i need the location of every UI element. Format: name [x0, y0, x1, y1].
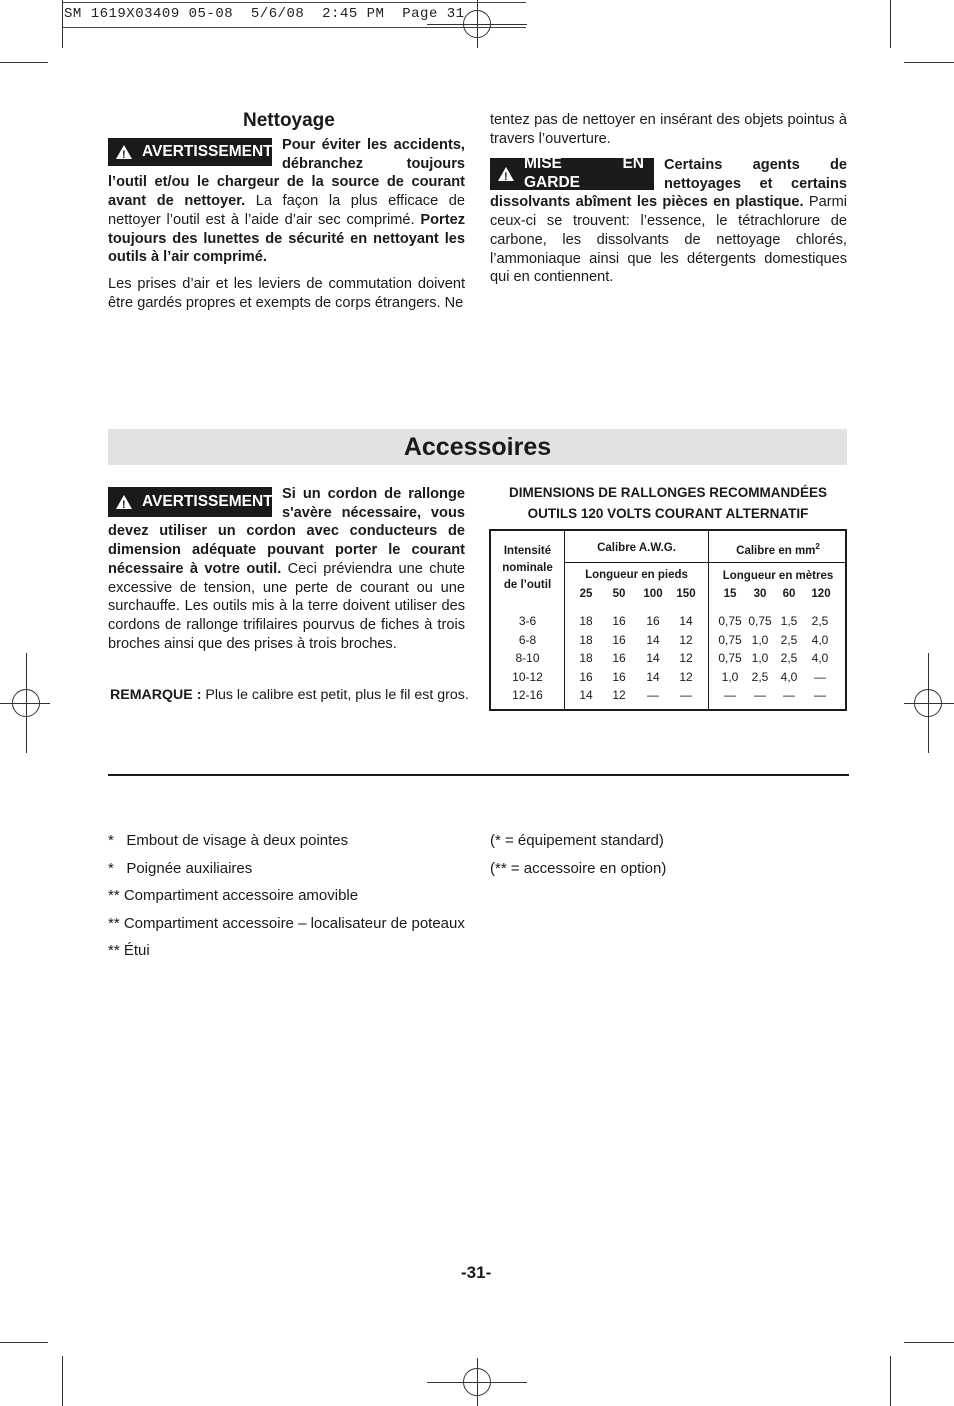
list-item: * Embout de visage à deux pointes — [108, 832, 349, 849]
table-cell: 2,5 — [811, 614, 829, 628]
table-cell: 10-12 — [512, 669, 543, 684]
table-cell: 12-16 — [512, 688, 543, 702]
legend-item: (** = accessoire en option) — [490, 859, 667, 877]
table-title-line: DIMENSIONS DE RALLONGES RECOMMANDÉES — [508, 485, 828, 500]
remark — [110, 687, 469, 703]
caution-bold-text: Certains agents de nettoyages et certains dissolvants abîment les pièces en plastique. — [490, 157, 847, 211]
table-cell: 3-6 — [518, 614, 537, 628]
crop-mark — [0, 62, 48, 63]
table-cell: 6-8 — [518, 632, 537, 647]
table-cell: 12 — [612, 688, 626, 702]
warning-triangle-icon — [498, 167, 514, 181]
crop-mark — [62, 0, 63, 48]
remark-label: REMARQUE : — [110, 687, 202, 703]
table-cell: 14 — [679, 614, 693, 628]
warning-triangle-icon — [116, 145, 132, 159]
table-cell: 4,0 — [811, 632, 829, 647]
table-cell: 16 — [612, 632, 626, 647]
registration-mark-icon — [477, 0, 478, 48]
feet-value: 150 — [676, 588, 696, 600]
table-cell: 18 — [579, 614, 593, 628]
table-cell: 2,5 — [751, 669, 769, 684]
warning-bold-text: Pour éviter les accidents, débranchez toujours l’outil et/ou le chargeur de la source de courant avant de nettoyer. — [108, 137, 465, 210]
table-cell: 14 — [646, 669, 660, 684]
table-cell: 14 — [646, 651, 660, 665]
table-divider — [564, 531, 565, 709]
table-cell: — — [814, 688, 826, 702]
warning-text: Ceci préviendra une chute excessive de tension, une perte de courant ou une surchauffe. Les outils mis à la terre doivent utiliser des cordons de rallonge trifilaires pourvus de fiches à trois broches ainsi que des prises à trois broches. — [108, 560, 465, 652]
table-title-line: OUTILS 120 VOLTS COURANT ALTERNATIF — [527, 506, 809, 521]
mm-header-text: Calibre en mm — [736, 544, 816, 557]
meter-value: 30 — [753, 588, 767, 600]
warning-bold-text-2: Portez toujours des lunettes de sécurité en nettoyant les outils à l’air comprimé. — [108, 211, 465, 266]
table-cell: — — [783, 688, 795, 702]
table-cell: 0,75 — [718, 651, 742, 665]
table-cell: 0,75 — [748, 614, 772, 628]
table-cell: 4,0 — [780, 669, 798, 684]
table-cell: 0,75 — [718, 632, 742, 647]
warning-badge — [108, 138, 272, 166]
table-cell: 16 — [646, 614, 660, 628]
list-item: ** Étui — [108, 942, 150, 959]
table-cell: 16 — [612, 614, 626, 628]
feet-value: 25 — [579, 588, 593, 600]
nettoyage-caution-block — [490, 156, 847, 287]
header-line: de l’outil — [503, 579, 552, 591]
caution-badge — [490, 155, 654, 191]
table-title — [489, 482, 847, 524]
table-cell: — — [814, 669, 826, 684]
crop-mark — [62, 1356, 63, 1406]
table-cell: 18 — [579, 632, 593, 647]
table-cell: 1,5 — [780, 614, 798, 628]
table-feet-header: Longueur en pieds — [585, 569, 688, 581]
registration-mark-icon — [928, 653, 929, 753]
warning-badge-label: AVERTISSEMENT — [142, 142, 273, 160]
table-cell: 16 — [579, 669, 593, 684]
table-divider — [564, 562, 847, 563]
crop-mark — [0, 1342, 48, 1343]
meter-value: 120 — [811, 588, 831, 600]
table-cell: 0,75 — [718, 614, 742, 628]
feet-value: 50 — [612, 588, 626, 600]
table-cell: — — [724, 688, 736, 702]
mm-header-sup: 2 — [815, 542, 820, 551]
table-cell: — — [754, 688, 766, 702]
crop-mark — [904, 1342, 954, 1343]
warning-badge — [108, 487, 272, 517]
nettoyage-paragraph: Les prises d’air et les leviers de commutation doivent être gardés propres et exempts de corps étrangers. Ne — [108, 276, 465, 311]
table-cell: 4,0 — [811, 651, 829, 665]
meter-value: 15 — [723, 588, 737, 600]
table-cell: 1,0 — [721, 669, 739, 684]
table-cell: 14 — [646, 632, 660, 647]
table-cell: 8-10 — [515, 651, 540, 665]
list-item: ** Compartiment accessoire – localisateur de poteaux — [108, 914, 465, 932]
warning-triangle-icon — [116, 495, 132, 509]
crop-mark — [890, 1356, 891, 1406]
header-line: Intensité — [503, 545, 552, 557]
crop-mark — [890, 0, 891, 48]
table-cell: 16 — [612, 651, 626, 665]
table-mm-header — [709, 542, 847, 557]
legend-item: (* = équipement standard) — [490, 832, 664, 849]
table-cell: 18 — [579, 651, 593, 665]
crop-mark — [904, 62, 954, 63]
table-cell: 14 — [579, 688, 593, 702]
accessoires-banner: Accessoires — [108, 429, 847, 465]
caution-text: Parmi ceux-ci se trouvent: l’essence, le tétrachlorure de carbone, les dissolvants de nettoyage chlorés, l’ammoniaque ainsi que les détergents domestiques qui en contiennent. — [490, 194, 847, 286]
table-cell: 12 — [679, 632, 693, 647]
table-cell: — — [647, 688, 659, 702]
nettoyage-paragraph-continued: tentez pas de nettoyer en insérant des objets pointus à travers l’ouverture. — [490, 112, 847, 147]
extension-cord-table — [489, 529, 847, 711]
warning-text: La façon la plus efficace de nettoyer l’outil est à l’aide d’air sec comprimé. — [108, 193, 465, 228]
registration-mark-icon — [0, 703, 50, 704]
list-item: * Poignée auxiliaires — [108, 859, 253, 877]
meter-value: 60 — [782, 588, 796, 600]
table-divider — [708, 531, 709, 709]
table-cell: 2,5 — [780, 651, 798, 665]
feet-value: 100 — [643, 588, 663, 600]
remark-text: Plus le calibre est petit, plus le fil est gros. — [201, 687, 469, 703]
table-cell: 1,0 — [751, 632, 769, 647]
caution-badge-label: MISE EN GARDE — [524, 155, 644, 191]
table-cell: 1,0 — [751, 651, 769, 665]
table-cell: 2,5 — [780, 632, 798, 647]
warning-bold-text: Si un cordon de rallonge s'avère nécessaire, vous devez utiliser un cordon avec conducteurs de dimension adéquate pouvant porter le courant nécessaire à votre outil. — [108, 486, 465, 577]
registration-mark-icon — [477, 1358, 478, 1406]
page-number: -31- — [461, 1263, 492, 1282]
table-cell: — — [680, 688, 692, 702]
table-cell: 12 — [679, 651, 693, 665]
accessoires-warning-block — [108, 485, 465, 653]
table-col-header — [491, 543, 564, 594]
table-cell: 12 — [679, 669, 693, 684]
warning-badge-label: AVERTISSEMENT — [142, 492, 273, 510]
table-awg-header: Calibre A.W.G. — [597, 542, 676, 554]
list-item: ** Compartiment accessoire amovible — [108, 887, 359, 904]
registration-mark-icon — [26, 653, 27, 753]
section-divider — [108, 774, 849, 776]
table-cell: 16 — [612, 669, 626, 684]
legend-list — [490, 832, 666, 887]
slug-line: SM 1619X03409 05-08 5/6/08 2:45 PM Page 31 — [64, 6, 465, 22]
nettoyage-heading: Nettoyage — [243, 110, 335, 131]
table-meters-header: Longueur en mètres — [722, 570, 834, 582]
nettoyage-warning-block — [108, 136, 465, 267]
header-line: nominale — [502, 562, 553, 574]
registration-mark-icon — [904, 703, 954, 704]
accessory-list — [108, 832, 465, 970]
